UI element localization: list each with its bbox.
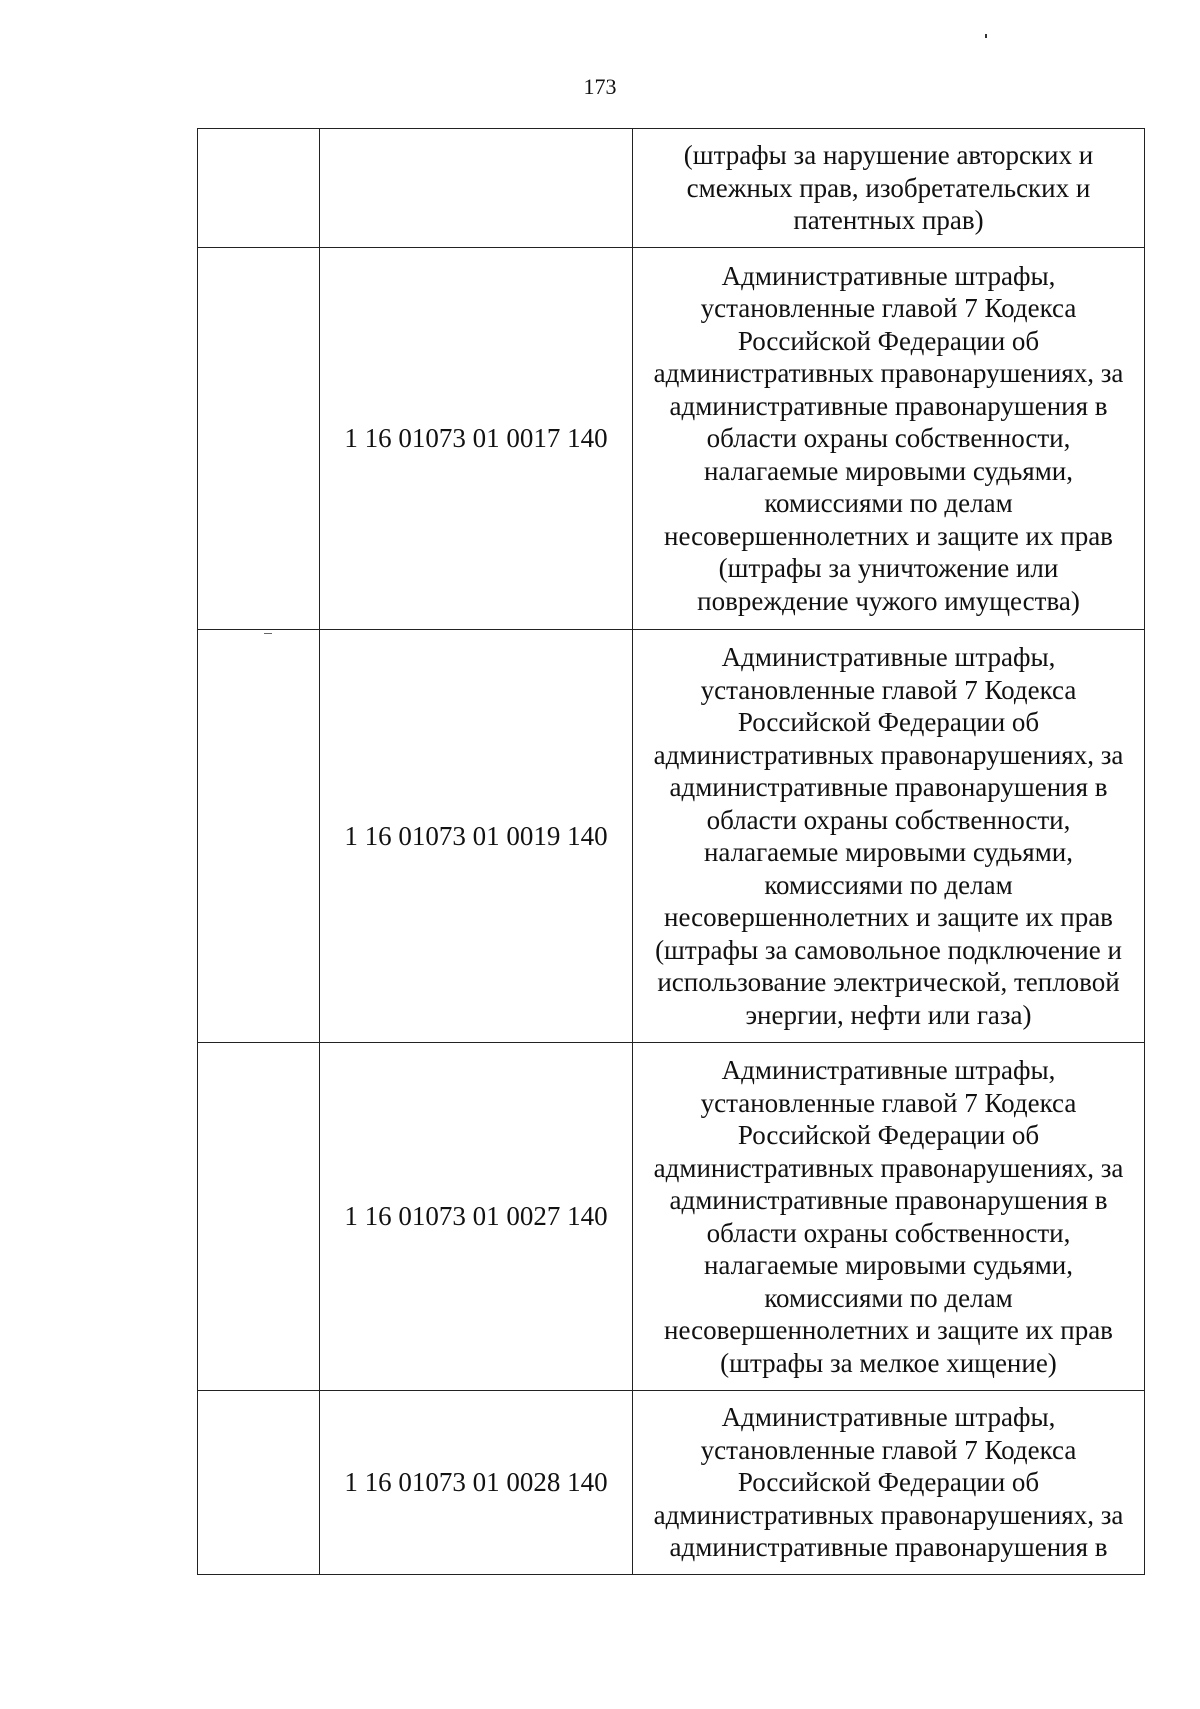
page-number: 173: [583, 74, 617, 99]
description-cell: [633, 1043, 1145, 1391]
row-number-cell: [198, 129, 320, 248]
description-line: установленные главой 7 Кодекса: [700, 1434, 1077, 1465]
table-body: [198, 129, 1145, 1575]
row-number-cell: [198, 248, 320, 630]
description-line: установленные главой 7 Кодекса: [700, 293, 1077, 324]
description-line: смежных прав, изобретательских и: [686, 172, 1091, 203]
description-line: Административные штрафы,: [721, 1402, 1056, 1433]
description-line: налагаемые мировыми судьями,: [703, 1250, 1074, 1280]
description-line: повреждение чужого имущества): [697, 585, 1080, 616]
description-cell: [633, 248, 1145, 630]
description-line: использование электрической, тепловой: [657, 967, 1120, 997]
table-row: [198, 1391, 1145, 1575]
description-line: (штрафы за уничтожение или: [718, 553, 1059, 584]
description-line: энергии, нефти или газа): [745, 999, 1032, 1030]
description-line: административных правонарушениях, за: [653, 739, 1124, 770]
description-line: Административные штрафы,: [721, 260, 1056, 291]
description-line: Российской Федерации об: [737, 325, 1040, 356]
description-line: административных правонарушениях, за: [653, 1152, 1124, 1183]
description-line: области охраны собственности,: [706, 1217, 1071, 1248]
description-line: административные правонарушения в: [669, 772, 1108, 802]
budget-code-cell: 1 16 01073 01 0019 140: [320, 630, 633, 1043]
description-line: налагаемые мировыми судьями,: [703, 837, 1074, 867]
description-line: административных правонарушениях, за: [653, 1499, 1124, 1530]
scan-speck: [985, 34, 987, 38]
description-line: административные правонарушения в: [669, 1185, 1108, 1215]
description-line: налагаемые мировыми судьями,: [703, 455, 1074, 486]
description-line: (штрафы за самовольное подключение и: [655, 934, 1122, 965]
table-row: [198, 248, 1145, 630]
description-line: области охраны собственности,: [706, 804, 1071, 835]
table-row: [198, 1043, 1145, 1391]
description-line: административных правонарушениях, за: [653, 358, 1124, 389]
row-number-cell: [198, 1043, 320, 1391]
description-line: административные правонарушения в: [669, 390, 1108, 421]
description-line: Российской Федерации об: [737, 707, 1040, 737]
row-number-cell: [198, 1391, 320, 1575]
table-row: [198, 630, 1145, 1043]
description-line: патентных прав): [793, 205, 984, 236]
description-line: Российской Федерации об: [737, 1120, 1040, 1150]
description-line: Административные штрафы,: [721, 1055, 1056, 1085]
description-cell: [633, 1391, 1145, 1575]
description-line: Административные штрафы,: [721, 642, 1056, 672]
budget-codes-table: [197, 128, 1145, 1575]
description-line: (штрафы за нарушение авторских и: [683, 140, 1094, 171]
description-line: области охраны собственности,: [706, 423, 1071, 454]
description-line: комиссиями по делам: [764, 869, 1013, 900]
budget-code-cell: 1 16 01073 01 0017 140: [320, 248, 633, 630]
budget-code-cell: 1 16 01073 01 0027 140: [320, 1043, 633, 1391]
budget-code-cell: [320, 129, 633, 248]
description-line: Российской Федерации об: [737, 1467, 1040, 1498]
description-line: несовершеннолетних и защите их прав: [664, 520, 1113, 551]
description-cell: [633, 129, 1145, 248]
description-line: установленные главой 7 Кодекса: [700, 1087, 1077, 1118]
table-row: [198, 129, 1145, 248]
description-line: несовершеннолетних и защите их прав: [664, 902, 1113, 932]
description-line: комиссиями по делам: [764, 1282, 1013, 1313]
description-line: (штрафы за мелкое хищение): [720, 1347, 1057, 1378]
description-line: установленные главой 7 Кодекса: [700, 674, 1077, 705]
budget-code-cell: 1 16 01073 01 0028 140: [320, 1391, 633, 1575]
description-line: комиссиями по делам: [764, 488, 1013, 519]
description-line: несовершеннолетних и защите их прав: [664, 1315, 1113, 1345]
row-number-cell: [198, 630, 320, 1043]
description-line: административные правонарушения в: [669, 1532, 1108, 1563]
description-cell: [633, 630, 1145, 1043]
